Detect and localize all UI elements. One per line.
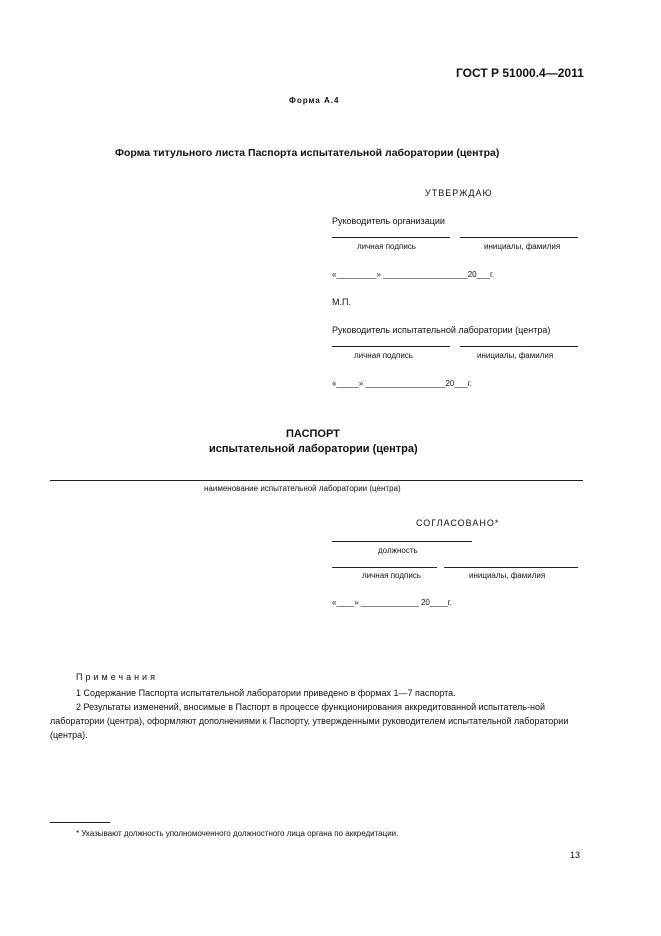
signature-caption: личная подпись	[357, 242, 416, 251]
signature-line	[332, 346, 450, 347]
initials-line	[460, 346, 578, 347]
stamp-label: М.П.	[332, 297, 351, 307]
note-1-text: 1 Содержание Паспорта испытательной лаборатории приведено в формах 1—7 паспорта.	[76, 688, 456, 698]
initials-caption: инициалы, фамилия	[477, 351, 554, 360]
initials-line	[460, 237, 578, 238]
note-2-text: 2 Результаты изменений, вносимые в Паспорт в процессе функционирования аккредитованной испытатель-ной лаборатории (центра), оформляют дополнениями к Паспорту, утвержденными руководителем испытательной лаборатории (центра).	[50, 702, 569, 740]
footnote: * Указывают должность уполномоченного должностного лица органа по аккредитации.	[76, 829, 399, 838]
signature-caption: личная подпись	[362, 571, 421, 580]
page-number: 13	[570, 850, 581, 860]
date-line: «____» _____________ 20____г.	[332, 598, 452, 607]
lab-name-caption: наименование испытательной лаборатории (центра)	[204, 484, 401, 493]
lab-name-line	[50, 480, 583, 481]
agreed-heading: СОГЛАСОВАНО*	[416, 518, 500, 528]
initials-caption: инициалы, фамилия	[484, 242, 561, 251]
initials-caption: инициалы, фамилия	[469, 571, 546, 580]
signature-line	[332, 237, 450, 238]
notes-heading: Примечания	[76, 672, 158, 682]
note-1	[50, 686, 582, 700]
lab-head-label: Руководитель испытательной лаборатории (центра)	[332, 325, 551, 335]
date-line: «_____» __________________20___г.	[332, 379, 472, 388]
position-caption: должность	[378, 546, 418, 555]
standard-number: ГОСТ Р 51000.4—2011	[456, 66, 584, 80]
passport-title: ПАСПОРТ	[286, 428, 340, 440]
signature-line	[332, 567, 437, 568]
form-label: Форма А.4	[289, 96, 340, 105]
note-2	[50, 700, 582, 742]
approve-heading: УТВЕРЖДАЮ	[425, 188, 493, 198]
date-line: «_________» ___________________20___г.	[332, 270, 495, 279]
initials-line	[444, 567, 578, 568]
footnote-separator	[50, 822, 110, 823]
passport-subtitle: испытательной лаборатории (центра)	[209, 443, 418, 455]
signature-caption: личная подпись	[354, 351, 413, 360]
org-head-label: Руководитель организации	[332, 216, 445, 226]
position-line	[332, 541, 472, 542]
form-title: Форма титульного листа Паспорта испытательной лаборатории (центра)	[115, 147, 500, 159]
